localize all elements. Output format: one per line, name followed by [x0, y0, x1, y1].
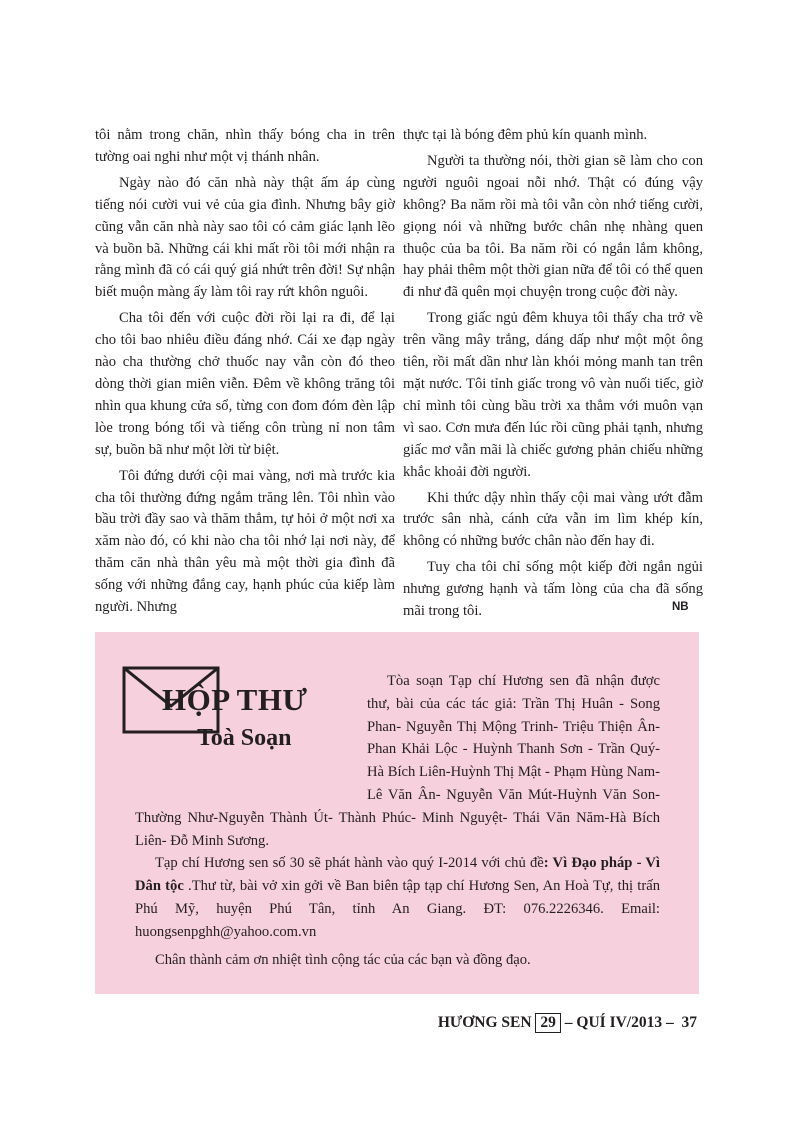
- article-column-left: [95, 125, 395, 623]
- mailbox-body: [135, 670, 660, 971]
- paragraph: tôi nằm trong chăn, nhìn thấy bóng cha in trên tường oai nghi như một vị thánh nhân.: [95, 127, 395, 165]
- mailbox-title: HỘP THƯ: [162, 682, 308, 717]
- paragraph: Tôi đứng dưới cội mai vàng, nơi mà trước kia cha tôi thường đứng ngắm trăng lên. Tôi nhìn vào bầu trời đầy sao và thăm thẳm, tự hỏi ở một nơi xa xăm nào đó, có khi nào cha tôi nhớ lại nơi này, để thăm căn nhà thân yêu mà một thời gia đình đã sống với những đắng cay, hạnh phúc của kiếp làm người. Nhưng: [95, 467, 395, 616]
- next-issue-lead: Tạp chí Hương sen số 30 sẽ phát hành vào quý I-2014 với chủ đề: [155, 855, 544, 872]
- page-number: 37: [681, 1014, 697, 1031]
- paragraph: Người ta thường nói, thời gian sẽ làm cho con người nguôi ngoai nỗi nhớ. Thật có đúng vậy không? Ba năm rồi mà tôi vẫn còn nhớ tiếng cười, giọng nói và những bước chân nhẹ nhàng quen thuộc của ba tôi. Ba năm rồi có ngắn lắm không, hay phải thêm một thời gian nữa để tôi có thể quen đi như đã quên mọi chuyện trong cuộc đời này.: [403, 152, 703, 301]
- page-footer: [438, 1013, 697, 1033]
- received-authors-text: Tòa soạn Tạp chí Hương sen đã nhận được thư, bài của các tác giả: Trần Thị Huân - Song Phan- Nguyễn Thị Mộng Trinh- Triệu Thiện Ân- Phan Khải Lộc - Huỳnh Thanh Sơn - Trần Quý-Hà Bích Liên-Huỳnh Thị Mật - Phạm Hùng Nam- Lê Văn Ân- Nguyễn Văn Mút-Huỳnh Văn Son- Thường Như-Nguyễn Thành Út- Thành Phúc- Minh Nguyệt- Thái Văn Năm-Hà Bích Liên- Đỗ Minh Sương.: [135, 673, 660, 849]
- mailbox-subtitle: Toà Soạn: [197, 725, 292, 751]
- paragraph: Tuy cha tôi chỉ sống một kiếp đời ngắn ngủi nhưng gương hạnh và tấm lòng của cha đã sống mãi trong tôi.: [403, 559, 703, 620]
- paragraph: Khi thức dậy nhìn thấy cội mai vàng ướt đẫm trước sân nhà, cánh cửa vẫn im lìm khép kín, không có những bước chân nào đến hay đi.: [403, 489, 703, 550]
- paragraph: Trong giấc ngủ đêm khuya tôi thấy cha trở về trên vầng mây trắng, dáng dấp như một một ông tiên, rồi mất dần như làn khói mỏng manh tan trên mặt nước. Tôi tỉnh giấc trong vô vàn nuối tiếc, giờ chỉ mình tôi cùng bầu trời xa thẳm với muôn vạn vì sao. Cơn mưa đến lúc rồi cũng phải tạnh, nhưng giấc mơ vẫn mãi là chiếc gương phản chiếu những khắc khoải đời người.: [403, 310, 703, 480]
- issue-number: 29: [535, 1013, 561, 1033]
- article-column-right: [403, 125, 703, 627]
- author-signature: NB: [672, 601, 689, 613]
- next-issue-topic: : Vì Đạo pháp - Vì Dân tộc: [135, 855, 660, 895]
- thanks-text: Chân thành cảm ơn nhiệt tình cộng tác của các bạn và đồng đạo.: [155, 951, 531, 968]
- paragraph: thực tại là bóng đêm phủ kín quanh mình.: [403, 127, 648, 143]
- quarter-label: – QUÍ IV/2013 –: [564, 1014, 674, 1031]
- paragraph: Cha tôi đến với cuộc đời rồi lại ra đi, để lại cho tôi bao nhiêu điều đáng nhớ. Cái xe đạp ngày nào cha thường chở thuốc nay vẫn còn đó theo dòng thời gian miên viễn. Đêm về không trăng tôi nhìn qua khung cửa sổ, từng con đom đóm đèn lập lòe trong bóng tối và tiếng côn trùng nỉ non tâm sự, buồn bã như một lời từ biệt.: [95, 310, 395, 458]
- paragraph: Ngày nào đó căn nhà này thật ấm áp cùng tiếng nói cười vui vẻ của gia đình. Nhưng bây giờ cũng vẫn căn nhà này sao tôi có cảm giác lạnh lẽo và buồn bã. Những cái khi mất rồi tôi mới nhận ra rằng mình đã có cái quý giá nhứt trên đời! Sự nhận biết muộn màng ấy làm tôi ray rứt khôn nguôi.: [95, 174, 395, 301]
- next-issue-contact: .Thư từ, bài vở xin gởi về Ban biên tập tạp chí Hương Sen, An Hoà Tự, thị trấn Phú Mỹ, huyện Phú Tân, tỉnh An Giang. ĐT: 076.2226346. Email: huongsenpghh@yahoo.com.vn: [135, 878, 660, 940]
- magazine-name: HƯƠNG SEN: [437, 1014, 532, 1031]
- next-issue-text: [135, 852, 660, 943]
- mailbox-section: [95, 632, 699, 994]
